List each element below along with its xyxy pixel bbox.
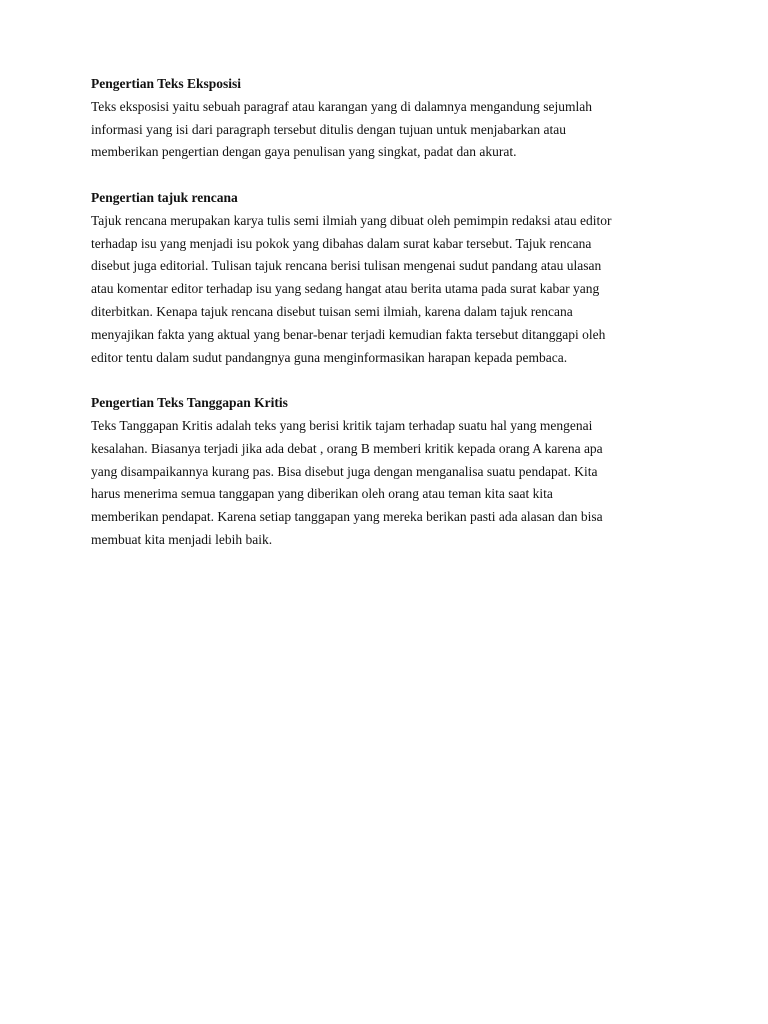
section-heading: Pengertian Teks Eksposisi <box>91 76 242 91</box>
section-heading: Pengertian tajuk rencana <box>91 189 238 205</box>
paragraph-line: terhadap isu yang menjadi isu pokok yang dibahas dalam surat kabar tersebut. Tajuk rencana <box>91 235 592 251</box>
section-tanggapan-kritis <box>91 392 691 552</box>
paragraph-line: menyajikan fakta yang aktual yang benar-benar terjadi kemudian fakta tersebut ditanggapi oleh <box>91 326 606 342</box>
paragraph-line: Teks eksposisi yaitu sebuah paragraf atau karangan yang di dalamnya mengandung sejumlah <box>91 98 593 114</box>
section-spacer <box>91 164 691 187</box>
paragraph-line: atau komentar editor terhadap isu yang sedang hangat atau berita utama pada surat kabar yang <box>91 281 600 297</box>
paragraph-line: editor tentu dalam sudut pandangnya guna menginformasikan harapan kepada pembaca. <box>91 349 568 365</box>
paragraph-line: membuat kita menjadi lebih baik. <box>91 531 273 547</box>
paragraph-line: harus menerima semua tanggapan yang diberikan oleh orang atau teman kita saat kita <box>91 486 553 502</box>
paragraph-line: memberikan pendapat. Karena setiap tanggapan yang mereka berikan pasti ada alasan dan bisa <box>91 509 603 525</box>
paragraph-line: diterbitkan. Kenapa tajuk rencana disebut tuisan semi ilmiah, karena dalam tajuk rencana <box>91 303 573 319</box>
section-tajuk-rencana <box>91 187 691 369</box>
paragraph-line: yang disampaikannya kurang pas. Bisa disebut juga dengan menganalisa suatu pendapat. Kita <box>91 463 598 479</box>
paragraph-line: disebut juga editorial. Tulisan tajuk rencana berisi tulisan mengenai sudut pandang atau ulasan <box>91 258 602 274</box>
paragraph-line: Tajuk rencana merupakan karya tulis semi ilmiah yang dibuat oleh pemimpin redaksi atau editor <box>91 212 612 228</box>
paragraph-line: kesalahan. Biasanya terjadi jika ada debat , orang B memberi kritik kepada orang A karena apa <box>91 440 603 456</box>
document-page <box>91 73 691 552</box>
paragraph-line: Teks Tanggapan Kritis adalah teks yang berisi kritik tajam terhadap suatu hal yang mengenai <box>91 417 593 433</box>
paragraph-line: informasi yang isi dari paragraph tersebut ditulis dengan tujuan untuk menjabarkan atau <box>91 121 566 137</box>
paragraph-line: memberikan pengertian dengan gaya penulisan yang singkat, padat dan akurat. <box>91 144 517 160</box>
section-teks-eksposisi <box>91 73 691 164</box>
section-spacer <box>91 369 691 392</box>
section-heading: Pengertian Teks Tanggapan Kritis <box>91 395 288 411</box>
